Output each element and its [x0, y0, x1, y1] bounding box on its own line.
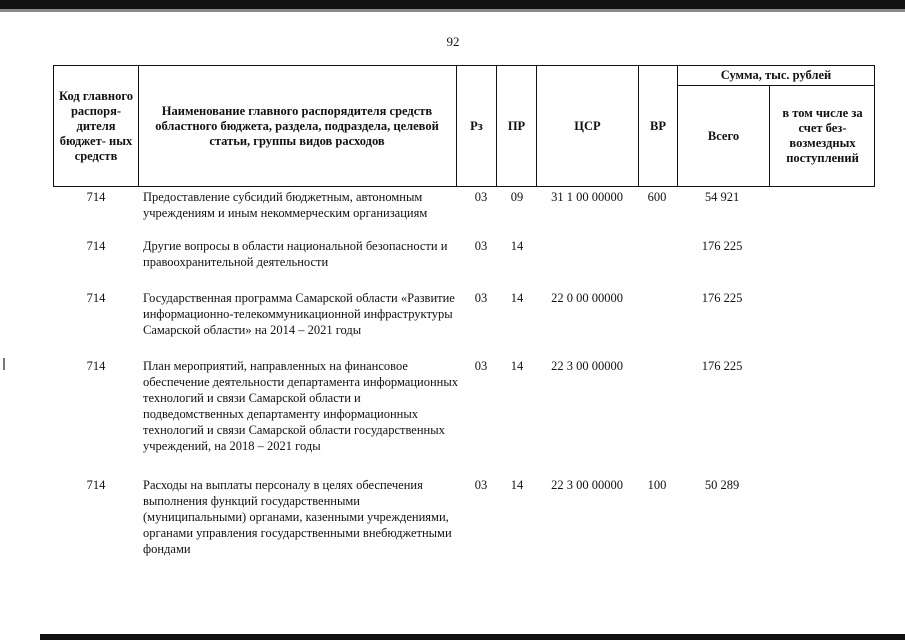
cell-name: План мероприятий, направленных на финансовое обеспечение деятельности департамента информационных технологий и связи Самарской области и подведомственных департаменту информационных технологий и связи Самарской области государственных учреждений, на 2018 – 2021 годы	[143, 359, 458, 453]
cell-csr: 22 3 00 00000	[551, 478, 623, 492]
header-free-receipts: в том числе за счет без- возмездных поступлений	[782, 106, 863, 165]
cell-csr: 31 1 00 00000	[551, 190, 623, 204]
cell-code: 714	[86, 190, 106, 204]
cell-code: 714	[86, 359, 106, 373]
cell-total: 54 921	[704, 190, 740, 204]
cell-rz: 03	[474, 478, 488, 492]
cell-rz: 03	[474, 291, 488, 305]
cell-total: 50 289	[704, 478, 740, 492]
header-pr: ПР	[507, 118, 526, 133]
cell-total: 176 225	[701, 239, 743, 253]
col-divider	[138, 65, 139, 187]
page-number: 92	[446, 34, 460, 49]
cell-code: 714	[86, 239, 106, 253]
cell-total: 176 225	[701, 291, 743, 305]
cell-csr: 22 3 00 00000	[551, 359, 623, 373]
cell-vr: 100	[647, 478, 667, 492]
cell-name: Предоставление субсидий бюджетным, автономным учреждениям и иным некоммерческим организациям	[143, 190, 428, 220]
cell-pr: 14	[510, 291, 524, 305]
cell-pr: 14	[510, 359, 524, 373]
cell-code: 714	[86, 478, 106, 492]
cell-code: 714	[86, 291, 106, 305]
header-sum-group: Сумма, тыс. рублей	[720, 68, 832, 82]
header-rz: Рз	[470, 118, 483, 133]
cell-name: Другие вопросы в области национальной безопасности и правоохранительной деятельности	[143, 239, 448, 269]
scan-speck	[3, 358, 5, 370]
header-csr: ЦСР	[574, 118, 601, 133]
header-total: Всего	[707, 128, 740, 143]
header-code: Код главного распоря- дителя бюджет- ных средств	[59, 88, 133, 163]
cell-pr: 14	[510, 239, 524, 253]
cell-pr: 09	[510, 190, 524, 204]
header-name: Наименование главного распорядителя средств областного бюджета, раздела, подраздела, целевой статьи, группы видов расходов	[155, 103, 439, 148]
cell-vr: 600	[647, 190, 667, 204]
scan-bottom-border	[40, 634, 905, 640]
col-divider	[769, 85, 770, 187]
cell-name: Расходы на выплаты персоналу в целях обеспечения выполнения функций государственными (муниципальными) органами, казенными учреждениями, органами управления государственными внебюджетными фондами	[143, 478, 452, 556]
scan-top-border	[0, 0, 905, 9]
cell-rz: 03	[474, 190, 488, 204]
cell-pr: 14	[510, 478, 524, 492]
cell-rz: 03	[474, 239, 488, 253]
cell-name: Государственная программа Самарской области «Развитие информационно-телекоммуникационной инфраструктуры Самарской области» на 2014 – 2021 годы	[143, 291, 455, 337]
cell-csr: 22 0 00 00000	[551, 291, 623, 305]
cell-rz: 03	[474, 359, 488, 373]
cell-total: 176 225	[701, 359, 743, 373]
header-vr: ВР	[650, 118, 666, 133]
scan-top-shadow	[0, 9, 905, 12]
